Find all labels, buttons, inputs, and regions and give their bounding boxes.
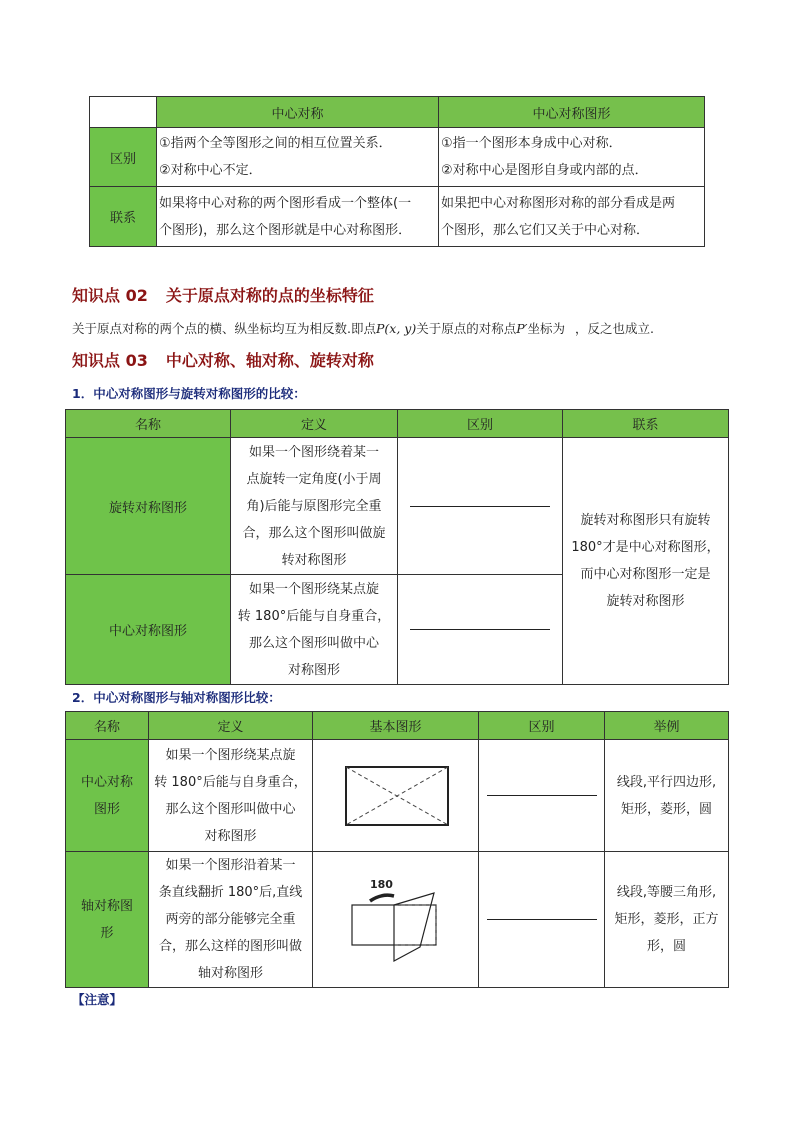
section-02-paragraph: 关于原点对称的两个点的横、纵坐标均互为相反数.即点P(x, y)关于原点的对称点P′坐标为 ，反之也成立. bbox=[72, 321, 654, 336]
comparison-table-2 bbox=[65, 409, 729, 685]
table3-header-basic-figure: 基本图形 bbox=[313, 712, 479, 740]
table1-cell: ①指两个全等图形之间的相互位置关系． ②对称中心不定． bbox=[157, 128, 439, 187]
table3-header-definition: 定义 bbox=[149, 712, 313, 740]
table1-header-central-symmetry: 中心对称 bbox=[157, 97, 439, 128]
fold-angle-label: 180 bbox=[369, 877, 393, 891]
table1-cell: ①指一个图形本身成中心对称． ②对称中心是图形自身或内部的点． bbox=[439, 128, 705, 187]
table3-definition: 如果一个图形绕某点旋 转 180°后能与自身重合， 那么这个图形叫做中心 对称图形 bbox=[149, 740, 313, 852]
subheading-1: 1．中心对称图形与旋转对称图形的比较： bbox=[72, 386, 306, 401]
table3-header-name: 名称 bbox=[66, 712, 149, 740]
table1-row-label: 联系 bbox=[90, 187, 157, 247]
table3-name-axial: 轴对称图 形 bbox=[66, 852, 149, 988]
subheading-2: 2．中心对称图形与轴对称图形比较： bbox=[72, 690, 281, 705]
table1-header-centrosymmetric-figure: 中心对称图形 bbox=[439, 97, 705, 128]
table2-header-difference: 区别 bbox=[398, 410, 563, 438]
table1-corner bbox=[90, 97, 157, 128]
table2-relation: 旋转对称图形只有旋转 180°才是中心对称图形， 而中心对称图形一定是 旋转对称图形 bbox=[563, 438, 729, 685]
table2-definition: 如果一个图形绕某点旋 转 180°后能与自身重合， 那么这个图形叫做中心 对称图形 bbox=[231, 575, 398, 685]
fill-in-blank[interactable] bbox=[487, 795, 597, 796]
table2-name-central: 中心对称图形 bbox=[66, 575, 231, 685]
section-heading-02: 知识点 02 关于原点对称的点的坐标特征 bbox=[72, 286, 374, 305]
note-label: 【注意】 bbox=[72, 992, 123, 1007]
table2-header-relation: 联系 bbox=[563, 410, 729, 438]
table3-figure-cell bbox=[313, 740, 479, 852]
table3-difference-blank[interactable] bbox=[479, 852, 605, 988]
table3-example: 线段,等腰三角形, 矩形，菱形，正方 形，圆 bbox=[605, 852, 729, 988]
table1-row-label: 区别 bbox=[90, 128, 157, 187]
table2-header-name: 名称 bbox=[66, 410, 231, 438]
fill-in-blank[interactable] bbox=[410, 506, 550, 507]
table1-cell: 如果将中心对称的两个图形看成一个整体(一 个图形)，那么这个图形就是中心对称图形． bbox=[157, 187, 439, 247]
fill-in-blank[interactable] bbox=[410, 629, 550, 630]
table1-cell: 如果把中心对称图形对称的部分看成是两 个图形，那么它们又关于中心对称． bbox=[439, 187, 705, 247]
table2-name-rotational: 旋转对称图形 bbox=[66, 438, 231, 575]
table3-name-central: 中心对称 图形 bbox=[66, 740, 149, 852]
folded-rectangle-figure bbox=[336, 863, 456, 973]
table2-definition: 如果一个图形绕着某一 点旋转一定角度(小于周 角)后能与原图形完全重 合，那么这个图形叫做旋 转对称图形 bbox=[231, 438, 398, 575]
table3-header-difference: 区别 bbox=[479, 712, 605, 740]
table3-difference-blank[interactable] bbox=[479, 740, 605, 852]
table2-difference-blank[interactable] bbox=[398, 438, 563, 575]
comparison-table-3 bbox=[65, 711, 729, 988]
table3-definition: 如果一个图形沿着某一 条直线翻折 180°后,直线 两旁的部分能够完全重 合，那么这样的图形叫做 轴对称图形 bbox=[149, 852, 313, 988]
table3-header-example: 举例 bbox=[605, 712, 729, 740]
section-heading-03: 知识点 03 中心对称、轴对称、旋转对称 bbox=[72, 351, 374, 370]
rectangle-diagonals-figure bbox=[336, 758, 456, 830]
table3-example: 线段,平行四边形, 矩形，菱形，圆 bbox=[605, 740, 729, 852]
fill-in-blank[interactable] bbox=[487, 919, 597, 920]
table2-difference-blank[interactable] bbox=[398, 575, 563, 685]
table2-header-definition: 定义 bbox=[231, 410, 398, 438]
comparison-table-1 bbox=[89, 96, 705, 247]
table3-figure-cell bbox=[313, 852, 479, 988]
